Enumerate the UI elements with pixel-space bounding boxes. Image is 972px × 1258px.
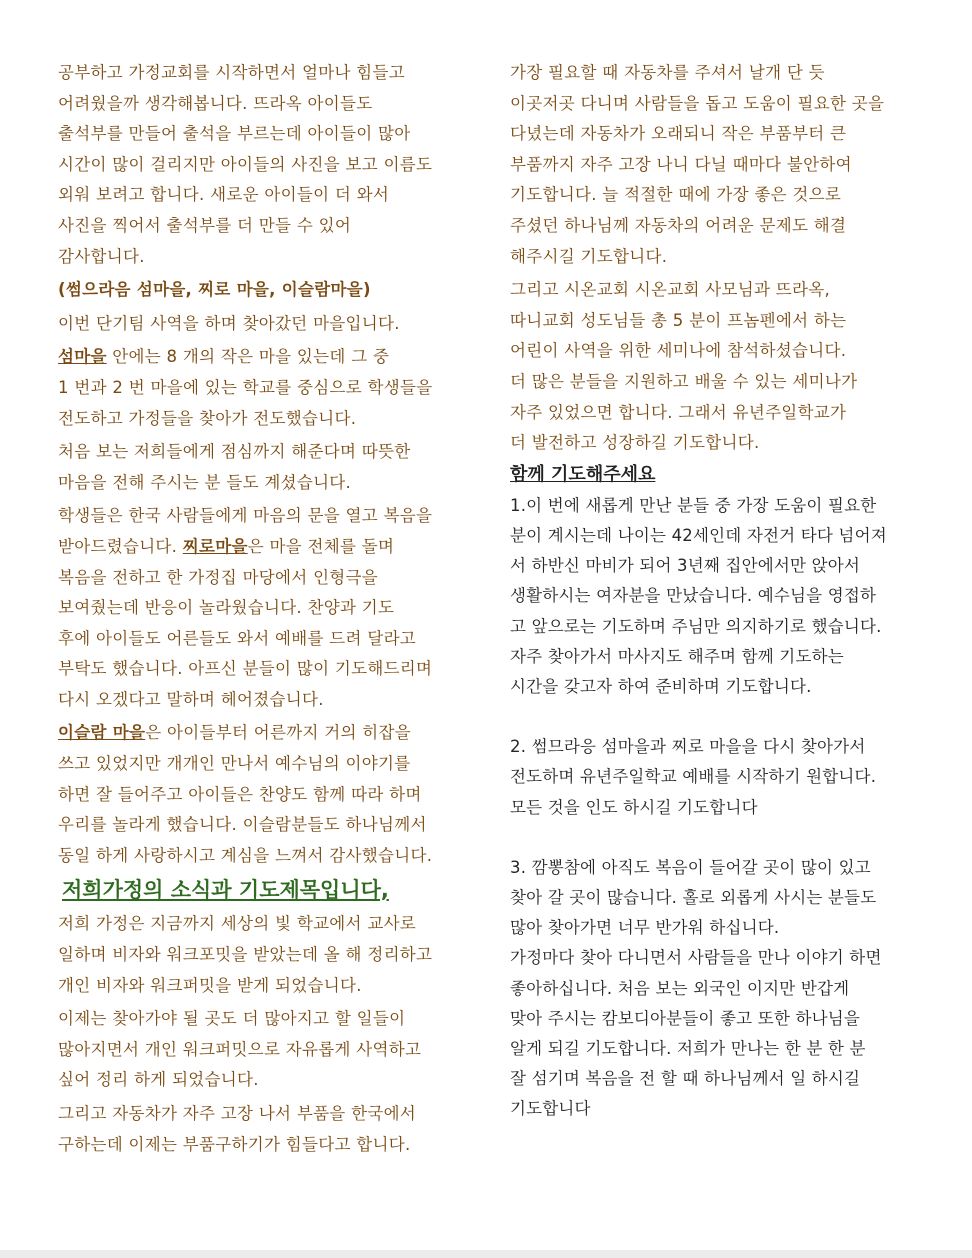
text-line: 3. 깜뽕참에 아직도 복음이 들어갈 곳이 많이 있고	[510, 857, 871, 877]
text-line: 전도하고 가정들을 찾아가 전도했습니다.	[58, 408, 357, 428]
text-line: 일하며 비자와 워크포밋을 받았는데 올 해 정리하고	[58, 945, 433, 965]
text-line: 외워 보려고 합니다. 새로운 아이들이 더 와서	[58, 185, 390, 205]
text-span: 은 아이들부터 어른까지 거의 히잡을	[145, 723, 412, 743]
text-line	[58, 532, 478, 563]
text-line: 처음 보는 저희들에게 점심까지 해준다며 따뜻한	[58, 442, 411, 462]
spacer	[510, 702, 930, 732]
text-line: 잘 섬기며 복음을 전 할 때 하나님께서 일 하시길	[510, 1069, 861, 1089]
text-line	[58, 342, 478, 373]
prayer-item-3	[510, 853, 930, 1125]
family-news-heading: 저희가정의 소식과 기도제목입니다,	[62, 878, 389, 903]
text-span: 받아드렸습니다.	[58, 536, 183, 556]
text-line: 생활하시는 여자분을 만났습니다. 예수님을 영접하	[510, 586, 877, 606]
text-line: 보여줬는데 반응이 놀라웠습니다. 찬양과 기도	[58, 598, 395, 618]
jiro-village-label: 찌로마을	[182, 536, 248, 556]
islam-paragraph	[58, 718, 478, 871]
text-line: 시간을 갖고자 하여 준비하며 기도합니다.	[510, 676, 812, 696]
text-line: 주셨던 하나님께 자동차의 어려운 문제도 해결	[510, 215, 847, 235]
prayer-item-1	[510, 491, 930, 702]
text-line: 시간이 많이 걸리지만 아이들의 사진을 보고 이름도	[58, 154, 433, 174]
text-line: 구하는데 이제는 부품구하기가 힘들다고 합니다.	[58, 1134, 411, 1154]
text-line: 가장 필요할 때 자동차를 주셔서 날개 단 듯	[510, 63, 825, 82]
spacer	[510, 823, 930, 853]
text-line: 학생들은 한국 사람들에게 마음의 문을 열고 복음을	[58, 506, 433, 526]
text-line: 기도합니다. 늘 적절한 때에 가장 좋은 것으로	[510, 185, 842, 205]
seminar-paragraph	[510, 275, 930, 459]
text-line: 알게 되길 기도합니다. 저희가 만나는 한 분 한 분	[510, 1038, 866, 1058]
text-line	[58, 718, 478, 749]
text-line: 어린이 사역을 위한 세미나에 참석하셨습니다.	[510, 341, 847, 361]
text-line: 공부하고 가정교회를 시작하면서 얼마나 힘들고	[58, 63, 405, 82]
text-line: 찾아 갈 곳이 많습니다. 홀로 외롭게 사시는 분들도	[510, 887, 877, 907]
prayer-item-2	[510, 732, 930, 823]
text-line: 가정마다 찾아 다니면서 사람들을 만나 이야기 하면	[510, 948, 882, 968]
right-column	[510, 58, 930, 1125]
car-paragraph	[510, 58, 930, 272]
text-line: 출석부를 만들어 출석을 부르는데 아이들이 많아	[58, 124, 411, 144]
text-line: 부품까지 자주 고장 나니 다닐 때마다 불안하여	[510, 154, 852, 174]
text-line: 기도합니다	[510, 1099, 591, 1119]
text-line: 싶어 정리 하게 되었습니다.	[58, 1070, 259, 1090]
family-paragraph	[58, 909, 478, 1160]
text-line: 2. 썸므라응 섬마을과 찌로 마을을 다시 찾아가서	[510, 737, 866, 757]
text-line: 하면 잘 들어주고 아이들은 찬양도 함께 따라 하며	[58, 784, 422, 804]
text-line: 고 앞으로는 기도하며 주님만 의지하기로 했습니다.	[510, 616, 882, 636]
text-line: 서 하반신 마비가 되어 3년째 집안에서만 앉아서	[510, 556, 861, 576]
text-line: 어려웠을까 생각해봅니다. 뜨라옥 아이들도	[58, 93, 373, 113]
page-bottom-edge	[0, 1250, 972, 1258]
text-line: 복음을 전하고 한 가정집 마당에서 인형극을	[58, 567, 379, 587]
text-line: 사진을 찍어서 출석부를 더 만들 수 있어	[58, 215, 352, 235]
island-village-label: 섬마을	[58, 347, 107, 367]
prayer-request-heading: 함께 기도해주세요	[510, 463, 656, 485]
text-line: 1 번과 2 번 마을에 있는 학교를 중심으로 학생들을	[58, 377, 433, 397]
text-line: 많아지면서 개인 워크퍼밋으로 자유롭게 사역하고	[58, 1039, 422, 1059]
text-line: 후에 아이들도 어른들도 와서 예배를 드려 달라고	[58, 628, 417, 648]
villages-intro: 이번 단기팀 사역을 하며 찾아갔던 마을입니다.	[58, 313, 400, 333]
text-line: 더 많은 분들을 지원하고 배울 수 있는 세미나가	[510, 371, 858, 391]
text-line: 우리를 놀라게 했습니다. 이슬람분들도 하나님께서	[58, 815, 427, 835]
text-line: 많아 찾아가면 너무 반가워 하십니다.	[510, 918, 780, 938]
island-paragraph	[58, 342, 478, 434]
text-line: 더 발전하고 성장하길 기도합니다.	[510, 433, 760, 453]
text-line: 그리고 시온교회 시온교회 사모님과 뜨라옥,	[510, 280, 831, 300]
text-line: 모든 것을 인도 하시길 기도합니다	[510, 797, 758, 817]
text-line: 마음을 전해 주시는 분 들도 계셨습니다.	[58, 472, 352, 492]
text-line: 자주 있었으면 합니다. 그래서 유년주일학교가	[510, 402, 847, 422]
text-line: 다시 오겠다고 말하며 헤어졌습니다.	[58, 689, 324, 709]
islam-village-label: 이슬람 마을	[58, 723, 146, 743]
text-line: 저희 가정은 지금까지 세상의 빛 학교에서 교사로	[58, 914, 417, 934]
text-line: 이곳저곳 다니며 사람들을 돕고 도움이 필요한 곳을	[510, 93, 885, 113]
text-line: 해주시길 기도합니다.	[510, 246, 668, 266]
text-line: 분이 계시는데 나이는 42세인데 자전거 타다 넘어져	[510, 525, 887, 545]
text-line: 따니교회 성도님들 총 5 분이 프놈펜에서 하는	[510, 310, 847, 330]
text-line: 좋아하십니다. 처음 보는 외국인 이지만 반갑게	[510, 978, 850, 998]
text-span: 안에는 8 개의 작은 마을 있는데 그 중	[106, 347, 390, 367]
text-line: 감사합니다.	[58, 246, 145, 266]
text-line: 개인 비자와 워크퍼밋을 받게 되었습니다.	[58, 975, 362, 995]
text-line: 1.이 번에 새롭게 만난 분들 중 가장 도움이 필요한	[510, 495, 877, 515]
intro-paragraph	[58, 58, 478, 272]
text-line: 자주 찾아가서 마사지도 해주며 함께 기도하는	[510, 646, 844, 666]
text-line: 전도하며 유년주일학교 예배를 시작하기 원합니다.	[510, 767, 877, 787]
text-line: 그리고 자동차가 자주 고장 나서 부품을 한국에서	[58, 1104, 417, 1123]
villages-title: (썸으라음 섬마을, 찌로 마을, 이슬람마을)	[58, 280, 371, 300]
text-line: 이제는 찾아가야 될 곳도 더 많아지고 할 일들이	[58, 1009, 406, 1029]
text-line: 동일 하게 사랑하시고 계심을 느껴서 감사했습니다.	[58, 845, 433, 865]
text-line: 맞아 주시는 캄보디아분들이 좋고 또한 하나님을	[510, 1008, 861, 1028]
text-line: 다녔는데 자동차가 오래되니 작은 부품부터 큰	[510, 124, 847, 144]
lunch-paragraph	[58, 437, 478, 498]
text-line: 쓰고 있었지만 개개인 만나서 예수님의 이야기를	[58, 754, 411, 774]
jiro-paragraph	[58, 501, 478, 715]
text-line: 부탁도 했습니다. 아프신 분들이 많이 기도해드리며	[58, 659, 433, 679]
text-span: 은 마을 전체를 돌며	[247, 536, 395, 556]
left-column	[58, 58, 478, 1160]
